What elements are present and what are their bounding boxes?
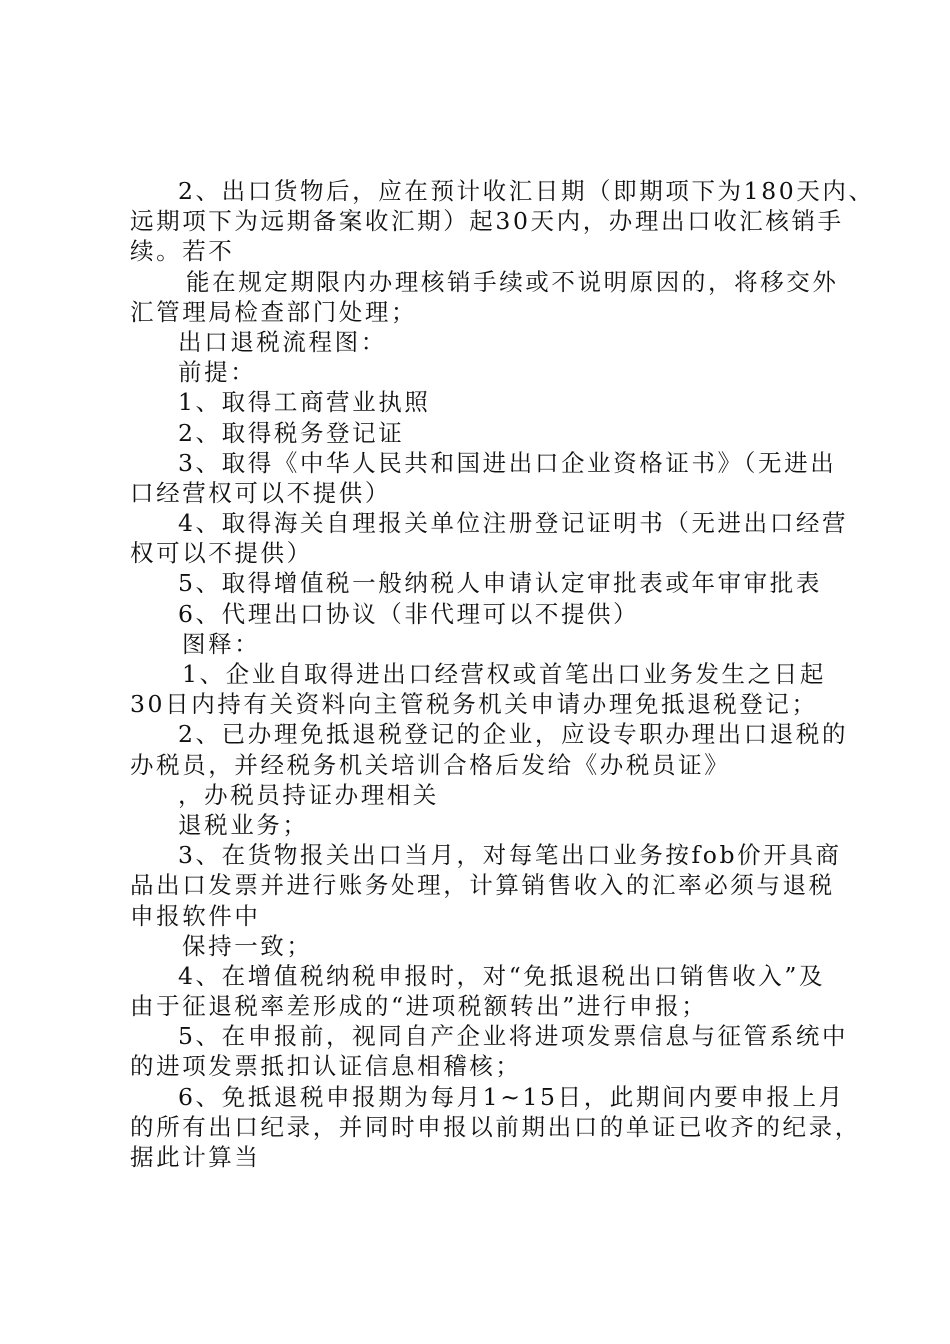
list-item: 5、取得增值税一般纳税人申请认定审批表或年审审批表 [178,569,822,598]
paragraph-line: 能在规定期限内办理核销手续或不说明原因的，将移交外 [186,267,839,296]
paragraph-line: 远期项下为远期备案收汇期）起30天内，办理出口收汇核销手 [130,207,844,236]
paragraph-line: 2、出口货物后，应在预计收汇日期（即期项下为180天内、 [178,177,875,205]
list-item: 6、代理出口协议（非代理可以不提供） [178,599,640,628]
list-item: 1、取得工商营业执照 [178,388,431,417]
paragraph-line: 续。若不 [130,237,235,266]
list-item-continuation: 权可以不提供） [130,539,313,568]
list-item-continuation: 保持一致； [182,931,313,960]
list-item: 5、在申报前，视同自产企业将进项发票信息与征管系统中 [178,1022,849,1051]
list-item-continuation: 办税员，并经税务机关培训合格后发给《办税员证》 [130,750,731,779]
section-heading: 图释： [182,629,261,658]
list-item-continuation: 的进项发票抵扣认证信息相稽核； [130,1052,522,1081]
list-item: 4、在增值税纳税申报时，对“免抵退税出口销售收入”及 [178,961,826,990]
document-body [130,176,875,1172]
list-item-continuation: 30日内持有关资料向主管税务机关申请办理免抵退税登记； [130,690,818,719]
paragraph-line: 汇管理局检查部门处理； [130,297,418,326]
list-item-continuation: 品出口发票并进行账务处理，计算销售收入的汇率必须与退税 [130,871,835,900]
list-item: 4、取得海关自理报关单位注册登记证明书（无进出口经营 [178,509,849,538]
section-heading: 出口退税流程图： [178,327,387,356]
list-item-continuation: ，办税员持证办理相关 [178,780,439,809]
list-item: 6、免抵退税申报期为每月1~15日，此期间内要申报上月 [178,1082,845,1111]
list-item: 1、企业自取得进出口经营权或首笔出口业务发生之日起 [182,660,826,688]
list-item: 3、在货物报关出口当月，对每笔出口业务按fob价开具商 [178,841,842,870]
list-item-continuation: 据此计算当 [130,1143,261,1171]
list-item: 2、已办理免抵退税登记的企业，应设专职办理出口退税的 [178,720,849,749]
list-item: 2、取得税务登记证 [178,418,405,447]
list-item-continuation: 退税业务； [178,810,309,839]
list-item-continuation: 申报软件中 [130,901,261,930]
list-item-continuation: 口经营权可以不提供） [130,478,391,507]
section-heading: 前提： [178,358,257,387]
list-item-continuation: 的所有出口纪录，并同时申报以前期出口的单证已收齐的纪录， [130,1112,861,1141]
list-item: 3、取得《中华人民共和国进出口企业资格证书》（无进出 [178,448,837,477]
list-item-continuation: 由于征退税率差形成的“进项税额转出”进行申报； [130,992,708,1021]
